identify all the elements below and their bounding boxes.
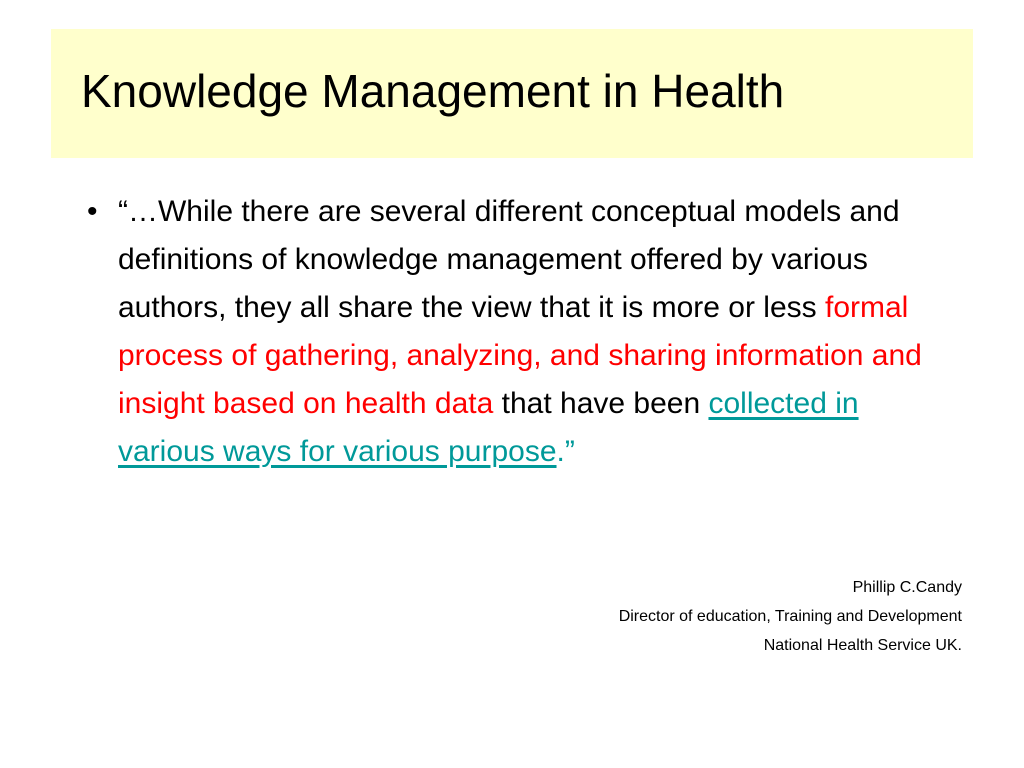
attribution-organization: National Health Service UK. <box>763 637 962 654</box>
attribution-name: Phillip C.Candy <box>852 579 962 596</box>
attribution-role: Director of education, Training and Development <box>618 608 962 625</box>
quote-bullet <box>87 188 947 476</box>
attribution <box>619 573 962 660</box>
slide-title: Knowledge Management in Health <box>81 65 785 117</box>
bullet-icon: • <box>87 195 98 228</box>
quote-text <box>87 188 947 476</box>
quote-intro: “…While there are several different conceptual models and definitions of knowledge management offered by various authors, they all share the view that it is more or less <box>118 195 900 324</box>
quote-highlight: formal process of gathering, analyzing, and sharing information and insight based on health data <box>118 291 922 420</box>
quote-link[interactable]: collected in various ways for various purpose <box>118 387 859 468</box>
title-banner <box>51 29 973 158</box>
quote-middle: that have been <box>493 387 709 420</box>
quote-closing: .” <box>556 435 575 468</box>
